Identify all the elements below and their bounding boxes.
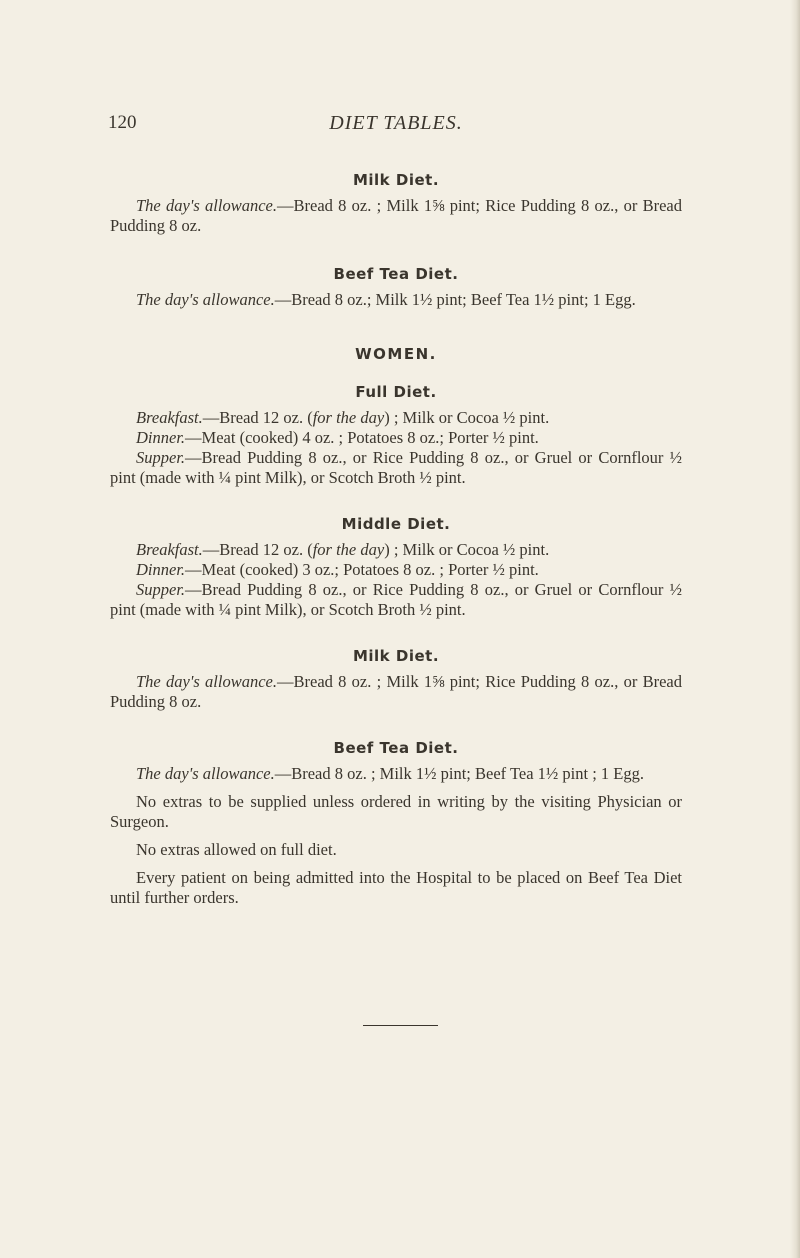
meal-label: Breakfast. xyxy=(136,540,203,559)
women-middle-diet xyxy=(110,514,682,620)
meal-italic: for the day xyxy=(312,540,385,559)
section-heading: Beef Tea Diet. xyxy=(333,739,459,757)
meal-label: Supper. xyxy=(136,448,186,467)
men-beef-tea-diet xyxy=(110,264,682,310)
supper-line xyxy=(110,448,682,488)
running-title: DIET TABLES. xyxy=(329,112,463,134)
meal-label: Dinner. xyxy=(136,428,186,447)
allowance-text: —Bread 8 oz.; Milk 1½ pint; Beef Tea 1½ pint; 1 Egg. xyxy=(274,290,636,309)
section-heading: Middle Diet. xyxy=(341,515,451,533)
page-number: 120 xyxy=(108,112,137,133)
women-full-diet xyxy=(110,382,682,488)
allowance-text: —Bread 8 oz. ; Milk 1⅝ pint; Rice Pudding 8 oz., or Bread Pudding 8 oz. xyxy=(110,672,682,711)
meal-text: —Meat (cooked) 4 oz. ; Potatoes 8 oz.; Porter ½ pint. xyxy=(185,428,539,447)
meal-label: Supper. xyxy=(136,580,186,599)
allowance-paragraph xyxy=(110,290,682,310)
page-header xyxy=(108,112,684,138)
allowance-label: The day's allowance. xyxy=(136,196,277,215)
women-milk-diet xyxy=(110,646,682,712)
note-extras-ordered: No extras to be supplied unless ordered in writing by the visiting Physician or Surgeon. xyxy=(110,792,682,831)
meal-label: Breakfast. xyxy=(136,408,203,427)
page-body xyxy=(110,170,682,908)
meal-text: ) ; Milk or Cocoa ½ pint. xyxy=(384,540,550,559)
meal-label: Dinner. xyxy=(136,560,186,579)
men-milk-diet xyxy=(110,170,682,236)
supper-line xyxy=(110,580,682,620)
allowance-paragraph xyxy=(110,196,682,236)
meal-text: —Bread 12 oz. ( xyxy=(202,408,313,427)
section-heading: Full Diet. xyxy=(355,383,437,401)
meal-text: —Bread Pudding 8 oz., or Rice Pudding 8 oz., or Gruel or Cornflour ½ pint (made with ¼ pint Milk), or Scotch Broth ½ pint. xyxy=(110,580,682,619)
end-rule xyxy=(363,1025,438,1026)
allowance-label: The day's allowance. xyxy=(136,672,277,691)
note-extras-full-diet: No extras allowed on full diet. xyxy=(136,840,337,859)
section-heading: Milk Diet. xyxy=(352,647,440,665)
meal-text: —Meat (cooked) 3 oz.; Potatoes 8 oz. ; Porter ½ pint. xyxy=(185,560,539,579)
breakfast-line xyxy=(110,540,682,560)
allowance-label: The day's allowance. xyxy=(136,764,275,783)
allowance-text: —Bread 8 oz. ; Milk 1½ pint; Beef Tea 1½ pint ; 1 Egg. xyxy=(274,764,645,783)
page-edge xyxy=(790,0,800,1258)
meal-italic: for the day xyxy=(312,408,385,427)
note-admission: Every patient on being admitted into the Hospital to be placed on Beef Tea Diet until further orders. xyxy=(110,868,682,907)
section-heading: Milk Diet. xyxy=(352,171,440,189)
women-beef-tea-diet xyxy=(110,738,682,784)
dinner-line xyxy=(110,560,682,580)
section-heading: Beef Tea Diet. xyxy=(333,265,459,283)
dinner-line xyxy=(110,428,682,448)
women-heading: WOMEN. xyxy=(355,345,437,363)
allowance-label: The day's allowance. xyxy=(136,290,275,309)
meal-text: ) ; Milk or Cocoa ½ pint. xyxy=(384,408,550,427)
allowance-paragraph xyxy=(110,764,682,784)
meal-text: —Bread 12 oz. ( xyxy=(202,540,313,559)
allowance-paragraph xyxy=(110,672,682,712)
breakfast-line xyxy=(110,408,682,428)
allowance-text: —Bread 8 oz. ; Milk 1⅝ pint; Rice Pudding 8 oz., or Bread Pudding 8 oz. xyxy=(110,196,682,235)
meal-text: —Bread Pudding 8 oz., or Rice Pudding 8 oz., or Gruel or Cornflour ½ pint (made with ¼ pint Milk), or Scotch Broth ½ pint. xyxy=(110,448,682,487)
